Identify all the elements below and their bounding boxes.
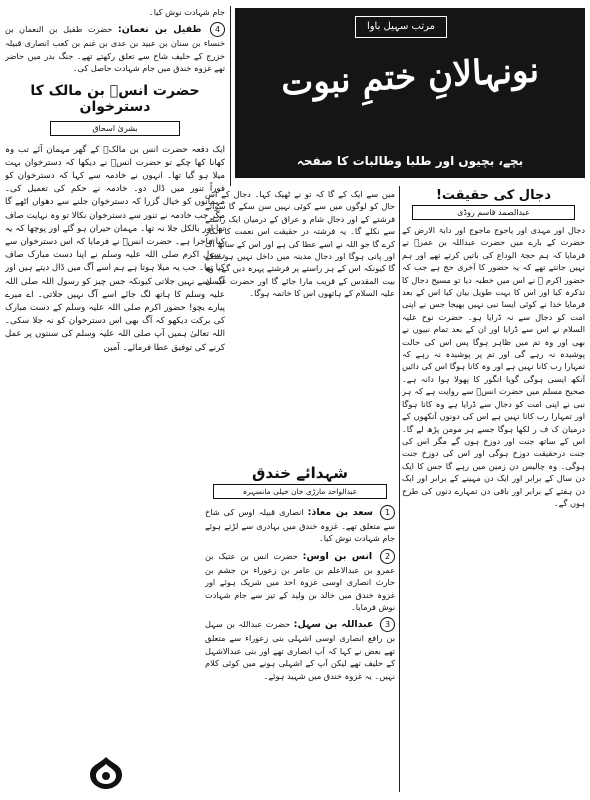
article-byline: عبدالصمد قاسم روڈی [412,205,575,220]
article-byline: عبدالواحد مارڑی خان خیلی مانسہرہ [213,484,387,499]
entry-number: 3 [380,617,395,632]
list-item [5,22,225,74]
list-item [205,617,395,682]
list-item [205,505,395,545]
masthead [235,8,585,178]
masthead-title: نونہالانِ ختمِ نبوت [280,50,540,104]
article-body: ایک دفعہ حضرت انس بن مالکؓ کے گھر مہمان آئے تب وہ کھانا کھا چکے تو حضرت انسؓ نے دیکھا کہ دسترخوان بہت میلا ہو گیا تھا۔ انہوں نے خادمہ سے کہا کہ دسترخوان کو فوراً تنور میں ڈال دو۔ خادمہ نے حکم کی تعمیل کی۔ مہمانوں کو خیال گزرا کہ دسترخوان جلنے سے دھواں اٹھے گا مگر جب خادمہ نے تنور سے دسترخوان نکالا تو وہ نہایت صاف تھا اور بالکل جلا نہ تھا۔ مہمان حیران ہو گئے اور پوچھا کہ یہ کیا ماجرا ہے۔ حضرت انسؓ نے فرمایا کہ اس دسترخوان سے رسول اکرم صلی اللہ علیہ وسلم نے اپنا دست مبارک صاف کیا تھا۔ جب یہ میلا ہوتا ہے ہم اسے آگ میں ڈال دیتے ہیں اور آگ اسے نہیں جلاتی کیونکہ جس چیز کو رسول اللہ صلی اللہ علیہ وسلم کا ہاتھ لگ جائے اسے آگ نہیں جلاتی۔ اے میرے پیارے بچو! حضور اکرم صلی اللہ علیہ وسلم کے دست مبارک کی برکت دیکھو کہ آگ بھی اس دسترخوان کو نہ جلا سکی۔ اللہ تعالیٰ ہمیں آپ صلی اللہ علیہ وسلم کی سنتوں پر عمل کرنے کی توفیق عطا فرمائے۔ آمین [5,144,225,353]
masthead-credit: مرتب سہیل باوا [355,16,447,38]
right-column [402,188,585,793]
column-divider [230,6,231,186]
column-divider [399,186,400,792]
left-column [5,6,225,751]
masthead-subtitle: بچے، بچیوں اور طلبا وطالبات کا صفحہ [296,154,524,168]
entry-name: انس بن اوس: [302,550,373,562]
article-heading: حضرت انسؓ بن مالک کا دسترخوان [30,82,200,115]
article-heading: شہدائے خندق [252,464,348,482]
entry-name: سعد بن معاذ: [307,507,373,518]
entry-text: انصاری قبیلہ اوس کی شاخ سے متعلق تھے۔ غزوہ خندق میں بہادری سے لڑتے ہوئے جام شہادت نوش کیا۔ [205,507,395,544]
entry-name: طفیل بن نعمان: [117,24,202,36]
entry-number: 4 [210,22,225,37]
entry-number: 1 [380,505,395,520]
middle-column [205,188,395,793]
entry-text: حضرت طفیل بن النعمان بن خنساء بن سنان بن عبید بن عدی بن غنم بن کعب انصاری قبیلہ خزرج کے حلیف شاخ سے تعلق رکھتے تھے۔ جنگ بدر میں حاضر تھے غزوہ خندق میں جام شہادت حاصل کی۔ [5,24,225,74]
article-body: دجال اور مہدی اور یاجوج ماجوج اور دابۃ الارض کے حضرت کے بارے میں حضرت عبداللہ بن عمرؓ نے فرمایا کہ ہم حجۃ الوداع کی باتیں کرتے تھے اور ہم نہیں جانتے تھے کہ یہ حضور کا آخری حج ہے جب کہ حضور اکرم ﷺ نے اس میں خطبہ دیا تو مسیح دجال کا تذکرہ کیا اور اس کا بہت طویل بیان کیا اس کے بعد فرمایا خدا نے کوئی ایسا نبی نہیں بھیجا جس نے اپنی امت کو دجال سے نہ ڈرایا ہو۔ حضرت نوح علیہ السلام نے اس سے ڈرایا اور ان کے بعد تمام نبیوں نے بھی اور وہ تم میں ظاہر ہوگا پس اس کی حالت پوشیدہ نہ رہے گی اور تم پر پوشیدہ نہ رہے کہ تمہارا رب کانا نہیں ہے اور وہ کانا ہوگا اس کی دائیں آنکھ ایسی ہوگی گویا انگور کا پھولا ہوا دانہ ہے۔ صحیح مسلم میں حضرت انسؓ سے روایت ہے کہ ہر نبی نے اپنی امت کو دجال سے ڈرایا ہے وہ کانا ہوگا اور تمہارا رب کانا نہیں ہے اس کی دونوں آنکھوں کے درمیان ک ف ر لکھا ہوگا جسے ہر مومن پڑھ لے گا۔ اس کے ساتھ جنت اور دوزخ ہوں گے مگر اس کی جنت درحقیقت دوزخ ہوگی اور اس کی دوزخ جنت ہوگی۔ وہ چالیس دن زمین میں رہے گا جس کا ایک دن سال کے برابر اور ایک دن مہینے کے برابر اور ایک دن ہفتے کے برابر اور باقی دن تمہارے دنوں کی طرح ہوں گے۔ [402,225,585,508]
entry-text: حضرت انس بن عتیک بن عمرو بن عبدالاعلم بن عامر بن زعوراء بن جشم بن حارث انصاری اوسی غزوہ احد میں شریک ہوئے اور غزوہ خندق میں خالد بن ولید کے تیر سے جام شہادت نوش فرمایا۔ [205,550,395,613]
continued-text: جام شہادت نوش کیا۔ [148,7,225,17]
article-heading: دجال کی حقیقت! [435,188,552,203]
entry-name: عبداللہ بن سہل: [293,619,374,631]
list-item [205,549,395,614]
entry-number: 2 [380,549,395,564]
continued-text: میں سے ایک کے گا کہ تو نے ٹھیک کہا۔ دجال کے اس حال کو لوگوں میں سے کوئی نہیں سن سکے گا سوائے فرشتے کے اور دجال شام و عراق کے درمیان ایک راستے سے نکلے گا۔ یہ فرشتہ در حقیقت اس نعمت کا انکار کرے گا جو اللہ نے اسے عطا کی ہے اور اس کے ساتھ آگ اور پانی ہوگا اور دجال مدینہ میں داخل نہیں ہو سکے گا کیونکہ اس کے ہر راستے پر فرشتے پہرہ دیں گے۔ وہ بیت المقدس کے قریب مارا جائے گا اور حضرت عیسیٰ علیہ السلام کے ہاتھوں اس کا خاتمہ ہوگا۔ [205,189,395,299]
article-byline: بشریٰ اسحاق [50,121,180,136]
ornament-icon [88,755,124,791]
entry-text: حضرت عبداللہ بن سہل بن رافع انصاری اوسی اشہلی بنی زعوراء سے متعلق تھے بعض نے کہا کہ آپ انصاری تھے اور بنی عبدالاشہل کے حلیف تھے لیکن آپ کے اشہلی ہونے میں کوئی کلام نہیں۔ یہ غزوہ خندق میں شہید ہوئے۔ [205,619,395,681]
